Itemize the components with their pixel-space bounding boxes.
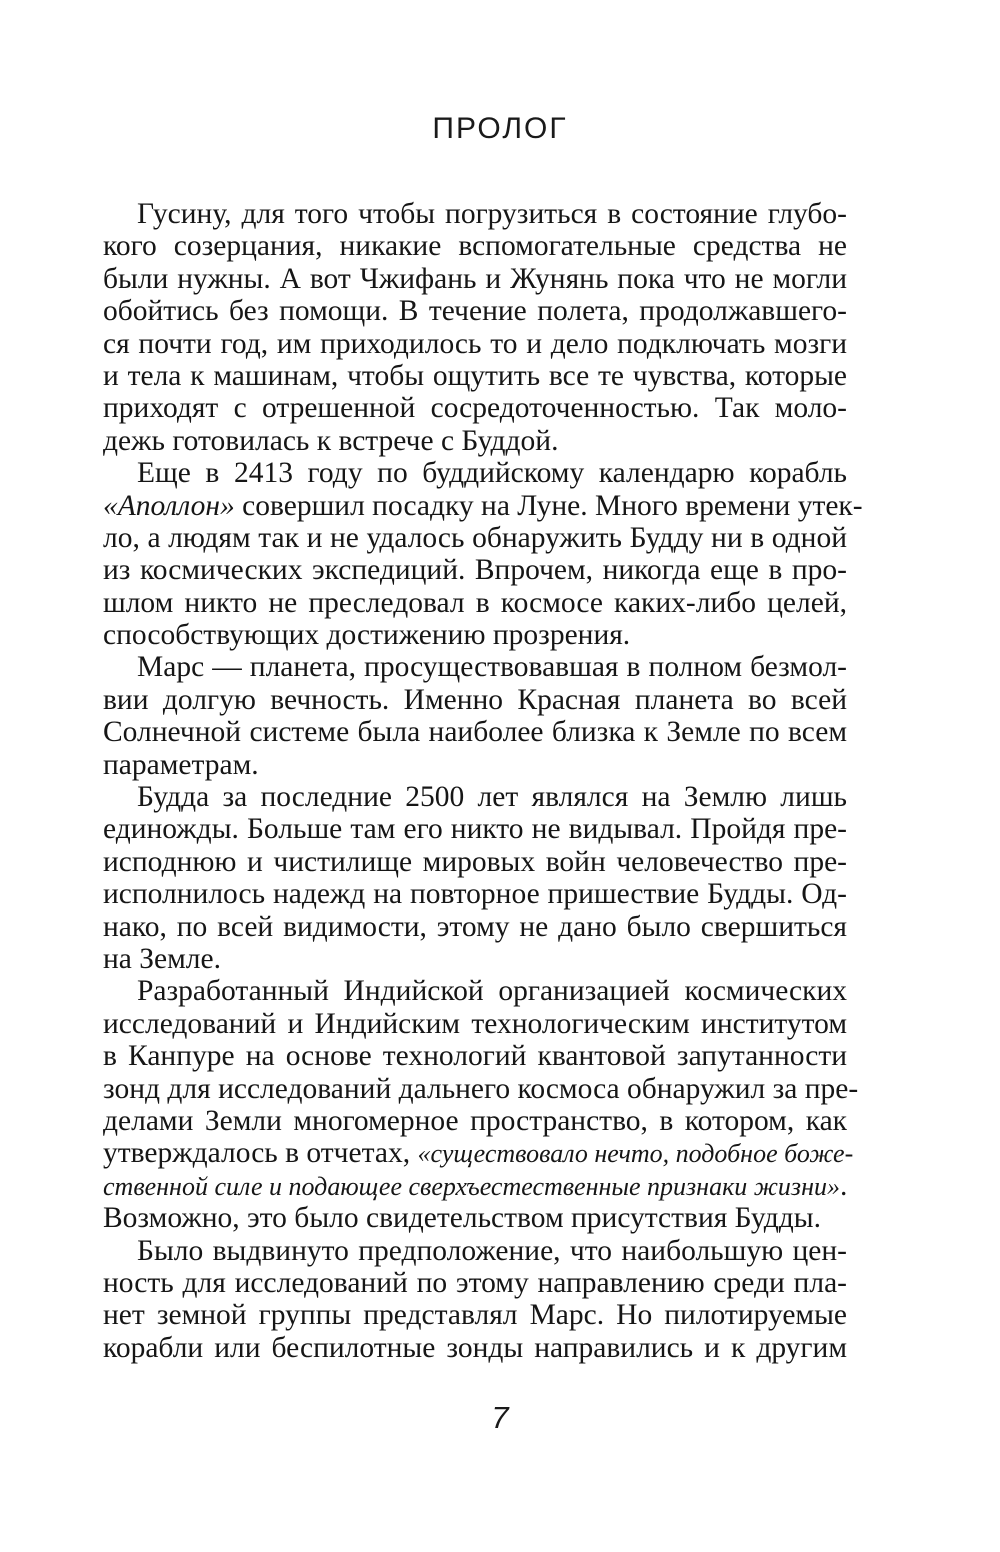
text-line: зонд для исследований дальнего космоса обнаружил за пре- xyxy=(103,1072,859,1105)
page-number: 7 xyxy=(491,1400,509,1435)
text-line: Солнечной системе была наиболее близка к Земле по всем xyxy=(103,716,847,749)
text-line-with-italic: утверждалось в отчетах, «существовало нечто, подобное боже- xyxy=(103,1137,854,1170)
text-line: Было выдвинуто предположение, что наибольшую цен- xyxy=(137,1234,847,1267)
text-line: приходят с отрешенной сосредоточенностью. Так моло- xyxy=(103,392,847,425)
text-line: Будда за последние 2500 лет являлся на Землю лишь xyxy=(137,781,847,814)
text-line: ся почти год, им приходилось то и дело подключать мозги xyxy=(103,327,847,360)
text-line: ность для исследований по этому направлению среди пла- xyxy=(103,1266,847,1299)
text-line: вии долгую вечность. Именно Красная планета во всей xyxy=(103,683,847,716)
text-line: были нужны. А вот Чжифань и Жунянь пока что не могли xyxy=(103,262,847,295)
text-line: исподнюю и чистилище мировых войн человечество пре- xyxy=(103,845,847,878)
italic-quote: «существовало нечто, подобное боже- xyxy=(417,1139,854,1169)
text-line-italic: ственной силе и подающее сверхъестественные признаки жизни». xyxy=(103,1169,848,1202)
text-line: дежь готовилась к встрече с Буддой. xyxy=(103,424,559,457)
text-line: и тела к машинам, чтобы ощутить все те чувства, которые xyxy=(103,359,847,392)
text-line: исполнилось надежд на повторное пришествие Будды. Од- xyxy=(103,878,847,911)
text-line: Гусину, для того чтобы погрузиться в состояние глубо- xyxy=(137,198,847,230)
text-line: из космических экспедиций. Впрочем, никогда еще в про- xyxy=(103,554,847,587)
text-line: Еще в 2413 году по буддийскому календарю корабль xyxy=(137,457,847,490)
text-line: на Земле. xyxy=(103,942,221,975)
text-line: кого созерцания, никакие вспомогательные средства не xyxy=(103,230,847,263)
text-line: обойтись без помощи. В течение полета, продолжавшего- xyxy=(103,295,847,328)
text-line: в Канпуре на основе технологий квантовой запутанности xyxy=(103,1040,847,1073)
text-line: шлом никто не преследовал в космосе каких-либо целей, xyxy=(103,586,847,619)
text-line-with-italic: «Аполлон» совершил посадку на Луне. Много времени утек- xyxy=(103,489,863,522)
text-line: исследований и Индийским технологическим институтом xyxy=(103,1007,847,1040)
text-line: Возможно, это было свидетельством присутствия Будды. xyxy=(103,1202,821,1235)
text-line: Марс — планета, просуществовавшая в полном безмол- xyxy=(137,651,847,684)
text-line: параметрам. xyxy=(103,748,259,781)
italic-ship-name: «Аполлон» xyxy=(103,489,235,522)
chapter-title: ПРОЛОГ xyxy=(432,112,568,145)
text-line: корабли или беспилотные зонды направились и к другим xyxy=(103,1331,847,1364)
text-line: нет земной группы представлял Марс. Но пилотируемые xyxy=(103,1299,847,1332)
text-line: единожды. Больше там его никто не видывал. Пройдя пре- xyxy=(103,813,847,846)
text-line: делами Земли многомерное пространство, в котором, как xyxy=(103,1104,847,1137)
italic-quote: ственной силе и подающее сверхъестественные признаки жизни» xyxy=(103,1171,840,1201)
text-line: Разработанный Индийской организацией космических xyxy=(137,975,847,1008)
body-text xyxy=(103,198,863,1364)
text-line: ло, а людям так и не удалось обнаружить Будду ни в одной xyxy=(103,521,847,554)
text-line: способствующих достижению прозрения. xyxy=(103,619,631,652)
text-line: нако, по всей видимости, этому не дано было свершиться xyxy=(103,910,847,943)
